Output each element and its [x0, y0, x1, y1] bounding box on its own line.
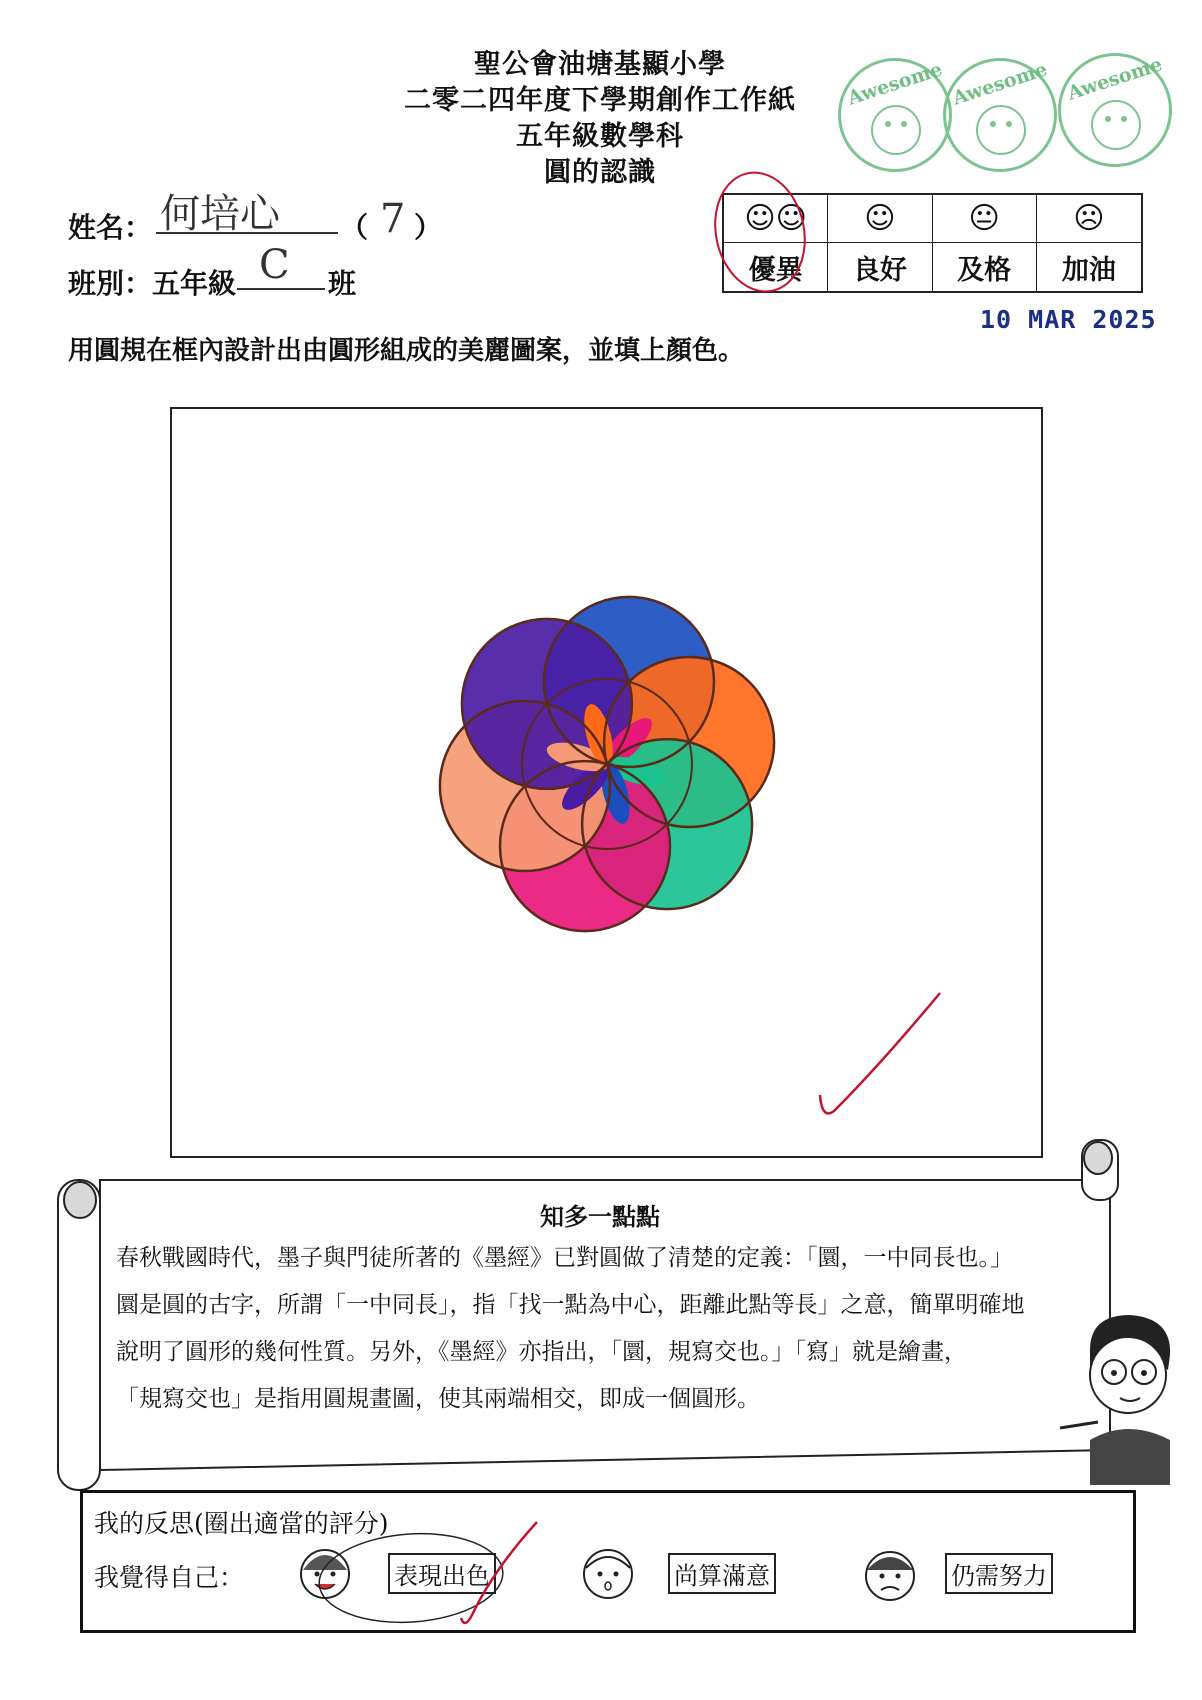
artwork-check-mark	[810, 985, 950, 1135]
worksheet-title: 二零二四年度下學期創作工作紙	[404, 85, 796, 116]
school-name: 聖公會油塘基顯小學	[474, 49, 726, 80]
info-line: 圜是圓的古字，所謂「一中同長」，指「找一點為中心，距離此點等長」之意，簡單明確地	[116, 1292, 1025, 1318]
subject-title: 五年級數學科	[516, 121, 684, 152]
scroll-banner	[0, 1130, 1202, 1510]
class-field[interactable]	[237, 242, 325, 290]
option-excellent[interactable]: 表現出色	[388, 1553, 496, 1594]
rating-excellent[interactable]: 優異	[724, 243, 828, 291]
rating-try-harder[interactable]: 加油	[1061, 254, 1116, 286]
awesome-stamp	[1058, 53, 1172, 167]
student-number: 7	[380, 196, 406, 242]
rating-face: ☺☺	[724, 195, 828, 243]
topic-title: 圓的認識	[544, 157, 656, 188]
owl-face-icon	[1091, 100, 1141, 150]
boy-mascot-icon	[1060, 1310, 1180, 1485]
neutral-boy-icon	[578, 1540, 638, 1605]
name-label: 姓名：	[68, 211, 153, 244]
owl-face-icon	[976, 105, 1026, 155]
info-line: 說明了圓形的幾何性質。另外，《墨經》亦指出，「圜，規寫交也。」「寫」就是繪畫，	[116, 1339, 967, 1365]
rating-pass[interactable]: 及格	[933, 243, 1037, 291]
rating-face: ☹	[1037, 195, 1141, 243]
red-check-mark	[455, 1518, 545, 1633]
stamp-word: Awesome	[1064, 53, 1165, 105]
class-label: 班別：五年級	[68, 267, 237, 300]
rating-face: 😐	[933, 195, 1037, 243]
owl-face-icon	[871, 105, 921, 155]
info-line: 春秋戰國時代，墨子與門徒所著的《墨經》已對圓做了清楚的定義：「圜，一中同長也。」	[116, 1245, 1013, 1271]
class-value: C	[259, 242, 290, 288]
info-line: 「規寫交也」是指用圓規畫圖，使其兩端相交，即成一個圓形。	[116, 1386, 760, 1412]
rating-good[interactable]: 良好	[828, 243, 932, 291]
option-needs-effort[interactable]: 仍需努力	[945, 1553, 1053, 1594]
option-satisfied[interactable]: 尚算滿意	[668, 1553, 776, 1594]
rating-face: ☺	[828, 195, 932, 243]
name-field[interactable]	[156, 190, 338, 237]
reflection-prompt: 我覺得自己：	[94, 1563, 245, 1592]
stamp-word: Awesome	[844, 58, 945, 110]
teacher-circle-mark	[700, 160, 820, 300]
number-open: （	[340, 211, 369, 244]
name-value: 何培心	[160, 191, 280, 237]
awesome-stamp	[943, 58, 1057, 172]
worried-girl-icon	[855, 1540, 925, 1605]
reflection-heading: 我的反思(圈出適當的評分)	[94, 1509, 389, 1538]
instruction-text: 用圓規在框內設計出由圓形組成的美麗圖案，並填上顏色。	[68, 336, 745, 366]
date-stamp: 10 MAR 2025	[980, 305, 1157, 334]
number-close: ）	[414, 211, 443, 244]
class-suffix: 班	[328, 267, 357, 300]
awesome-stamp	[838, 58, 952, 172]
stamp-word: Awesome	[949, 58, 1050, 110]
info-title: 知多一點點	[540, 1203, 660, 1231]
